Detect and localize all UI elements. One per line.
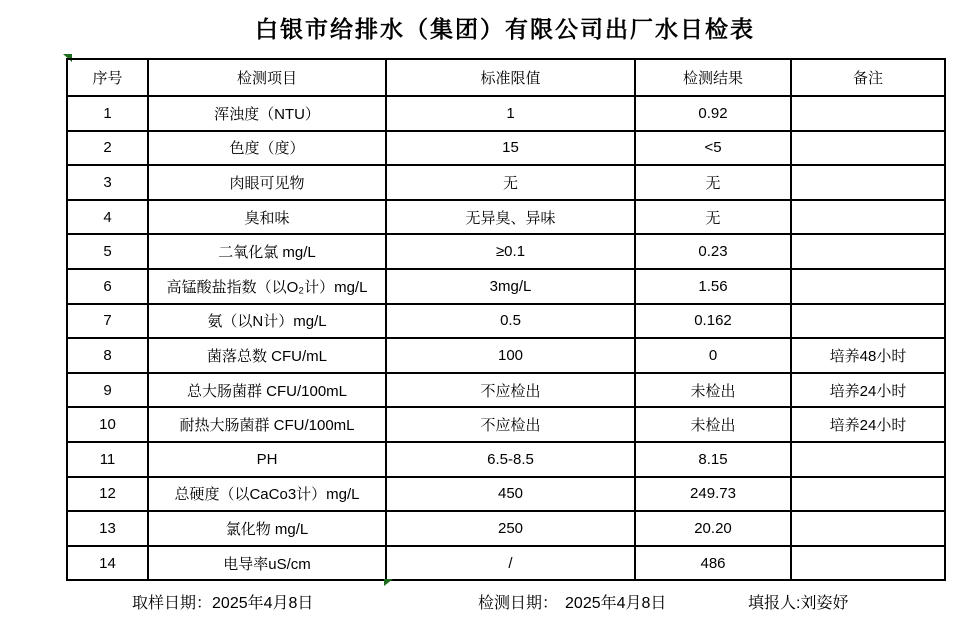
item-cell: 总硬度（以CaCo3计）mg/L bbox=[148, 477, 386, 512]
row-no-cell: 7 bbox=[67, 304, 148, 339]
table-row bbox=[67, 442, 945, 477]
limit-cell: 0.5 bbox=[386, 304, 635, 339]
reporter-value: 刘姿妤 bbox=[800, 595, 849, 612]
row-no-cell: 2 bbox=[67, 131, 148, 166]
remark-cell bbox=[791, 511, 945, 546]
footer bbox=[0, 590, 976, 614]
result-cell: 0 bbox=[635, 338, 791, 373]
result-cell: 0.162 bbox=[635, 304, 791, 339]
table-row bbox=[67, 338, 945, 373]
result-cell: <5 bbox=[635, 131, 791, 166]
result-cell: 8.15 bbox=[635, 442, 791, 477]
reporter bbox=[748, 590, 848, 613]
row-no-cell: 10 bbox=[67, 407, 148, 442]
testing-date-value: 2025年4月8日 bbox=[565, 595, 667, 612]
header-row bbox=[67, 59, 945, 96]
remark-cell: 培养24小时 bbox=[791, 373, 945, 408]
item-cell: 肉眼可见物 bbox=[148, 165, 386, 200]
table-row bbox=[67, 407, 945, 442]
remark-cell bbox=[791, 269, 945, 304]
table-row bbox=[67, 200, 945, 235]
result-cell: 无 bbox=[635, 200, 791, 235]
result-cell: 未检出 bbox=[635, 407, 791, 442]
result-cell: 0.23 bbox=[635, 234, 791, 269]
table-row bbox=[67, 96, 945, 131]
sampling-date-value: 2025年4月8日 bbox=[212, 595, 314, 612]
table-body bbox=[67, 96, 945, 580]
item-cell: 电导率uS/cm bbox=[148, 546, 386, 581]
sampling-date bbox=[132, 590, 313, 613]
item-cell: PH bbox=[148, 442, 386, 477]
remark-cell bbox=[791, 477, 945, 512]
table-row bbox=[67, 477, 945, 512]
item-cell: 高锰酸盐指数（以O₂计）mg/L bbox=[148, 269, 386, 304]
table-row bbox=[67, 234, 945, 269]
row-no-cell: 5 bbox=[67, 234, 148, 269]
row-no-cell: 9 bbox=[67, 373, 148, 408]
item-cell: 浑浊度（NTU） bbox=[148, 96, 386, 131]
limit-cell: 250 bbox=[386, 511, 635, 546]
table-row bbox=[67, 373, 945, 408]
row-no-cell: 11 bbox=[67, 442, 148, 477]
table-row bbox=[67, 304, 945, 339]
limit-cell: 不应检出 bbox=[386, 373, 635, 408]
row-no-cell: 4 bbox=[67, 200, 148, 235]
remark-cell bbox=[791, 546, 945, 581]
table-header bbox=[67, 59, 945, 96]
column-header-no: 序号 bbox=[67, 59, 148, 96]
item-cell: 氨（以N计）mg/L bbox=[148, 304, 386, 339]
limit-cell: 无 bbox=[386, 165, 635, 200]
result-cell: 249.73 bbox=[635, 477, 791, 512]
row-no-cell: 12 bbox=[67, 477, 148, 512]
limit-cell: 100 bbox=[386, 338, 635, 373]
column-header-result: 检测结果 bbox=[635, 59, 791, 96]
column-header-limit: 标准限值 bbox=[386, 59, 635, 96]
row-no-cell: 3 bbox=[67, 165, 148, 200]
limit-cell: 6.5-8.5 bbox=[386, 442, 635, 477]
row-no-cell: 1 bbox=[67, 96, 148, 131]
result-cell: 无 bbox=[635, 165, 791, 200]
result-cell: 未检出 bbox=[635, 373, 791, 408]
result-cell: 20.20 bbox=[635, 511, 791, 546]
green-bottom-marker-icon bbox=[384, 579, 393, 586]
item-cell: 菌落总数 CFU/mL bbox=[148, 338, 386, 373]
table-row bbox=[67, 546, 945, 581]
result-cell: 1.56 bbox=[635, 269, 791, 304]
row-no-cell: 13 bbox=[67, 511, 148, 546]
item-cell: 色度（度） bbox=[148, 131, 386, 166]
reporter-label: 填报人: bbox=[748, 595, 801, 612]
table-row bbox=[67, 511, 945, 546]
item-cell: 总大肠菌群 CFU/100mL bbox=[148, 373, 386, 408]
row-no-cell: 8 bbox=[67, 338, 148, 373]
sampling-date-label: 取样日期： bbox=[132, 595, 213, 612]
remark-cell: 培养24小时 bbox=[791, 407, 945, 442]
table-row bbox=[67, 165, 945, 200]
remark-cell bbox=[791, 200, 945, 235]
item-cell: 二氧化氯 mg/L bbox=[148, 234, 386, 269]
limit-cell: 3mg/L bbox=[386, 269, 635, 304]
table-row bbox=[67, 269, 945, 304]
remark-cell bbox=[791, 165, 945, 200]
limit-cell: ≥0.1 bbox=[386, 234, 635, 269]
testing-date bbox=[478, 590, 666, 613]
remark-cell: 培养48小时 bbox=[791, 338, 945, 373]
row-no-cell: 14 bbox=[67, 546, 148, 581]
limit-cell: 15 bbox=[386, 131, 635, 166]
limit-cell: 450 bbox=[386, 477, 635, 512]
column-header-item: 检测项目 bbox=[148, 59, 386, 96]
table-row bbox=[67, 131, 945, 166]
remark-cell bbox=[791, 234, 945, 269]
limit-cell: / bbox=[386, 546, 635, 581]
row-no-cell: 6 bbox=[67, 269, 148, 304]
remark-cell bbox=[791, 96, 945, 131]
result-cell: 0.92 bbox=[635, 96, 791, 131]
remark-cell bbox=[791, 131, 945, 166]
item-cell: 耐热大肠菌群 CFU/100mL bbox=[148, 407, 386, 442]
result-cell: 486 bbox=[635, 546, 791, 581]
item-cell: 臭和味 bbox=[148, 200, 386, 235]
remark-cell bbox=[791, 304, 945, 339]
limit-cell: 1 bbox=[386, 96, 635, 131]
testing-date-label: 检测日期： bbox=[478, 595, 559, 612]
limit-cell: 不应检出 bbox=[386, 407, 635, 442]
column-header-remark: 备注 bbox=[791, 59, 945, 96]
remark-cell bbox=[791, 442, 945, 477]
inspection-table bbox=[66, 58, 946, 581]
item-cell: 氯化物 mg/L bbox=[148, 511, 386, 546]
page-title: 白银市给排水（集团）有限公司出厂水日检表 bbox=[255, 16, 755, 42]
limit-cell: 无异臭、异味 bbox=[386, 200, 635, 235]
